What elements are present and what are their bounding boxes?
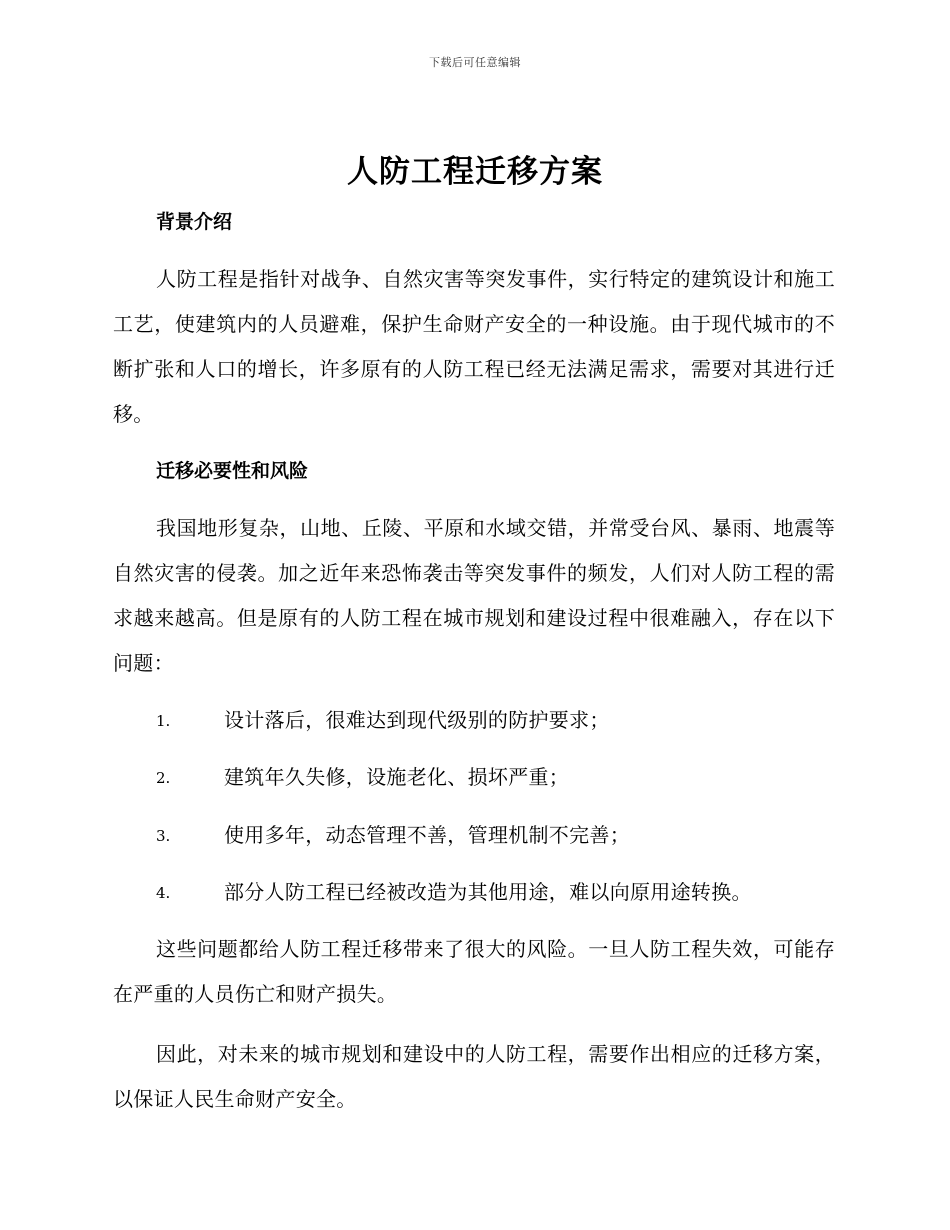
list-item: [156, 762, 836, 792]
list-item-number: 4.: [156, 884, 171, 902]
list-item-number: 3.: [156, 827, 171, 845]
list-item-text: 建筑年久失修，设施老化、损坏严重；: [224, 765, 570, 789]
paragraph-problems-intro: 我国地形复杂，山地、丘陵、平原和水域交错，并常受台风、暴雨、地震等自然灾害的侵袭。加之近年来恐怖袭击等突发事件的频发，人们对人防工程的需求越来越高。但是原有的人防工程在城市规划和建设过程中很难融入，存在以下问题：: [113, 516, 835, 675]
list-item-number: 2.: [156, 769, 171, 787]
list-item: [156, 820, 836, 850]
list-item: [156, 705, 836, 735]
header-note: 下载后可任意编辑: [429, 56, 521, 69]
paragraph-conclusion: 因此，对未来的城市规划和建设中的人防工程，需要作出相应的迁移方案，以保证人民生命财产安全。: [113, 1042, 835, 1111]
list-item: [156, 877, 836, 907]
document-title: 人防工程迁移方案: [347, 154, 603, 190]
list-item-text: 使用多年，动态管理不善，管理机制不完善；: [224, 823, 630, 847]
list-item-number: 1.: [156, 712, 171, 730]
section-heading-necessity-risk: 迁移必要性和风险: [156, 460, 309, 482]
list-item-text: 部分人防工程已经被改造为其他用途，难以向原用途转换。: [224, 880, 752, 904]
list-item-text: 设计落后，很难达到现代级别的防护要求；: [224, 708, 610, 732]
section-heading-background: 背景介绍: [156, 211, 233, 233]
paragraph-risk: 这些问题都给人防工程迁移带来了很大的风险。一旦人防工程失效，可能存在严重的人员伤亡和财产损失。: [113, 937, 835, 1006]
paragraph-background: 人防工程是指针对战争、自然灾害等突发事件，实行特定的建筑设计和施工工艺，使建筑内的人员避难，保护生命财产安全的一种设施。由于现代城市的不断扩张和人口的增长，许多原有的人防工程已经无法满足需求，需要对其进行迁移。: [113, 267, 835, 426]
